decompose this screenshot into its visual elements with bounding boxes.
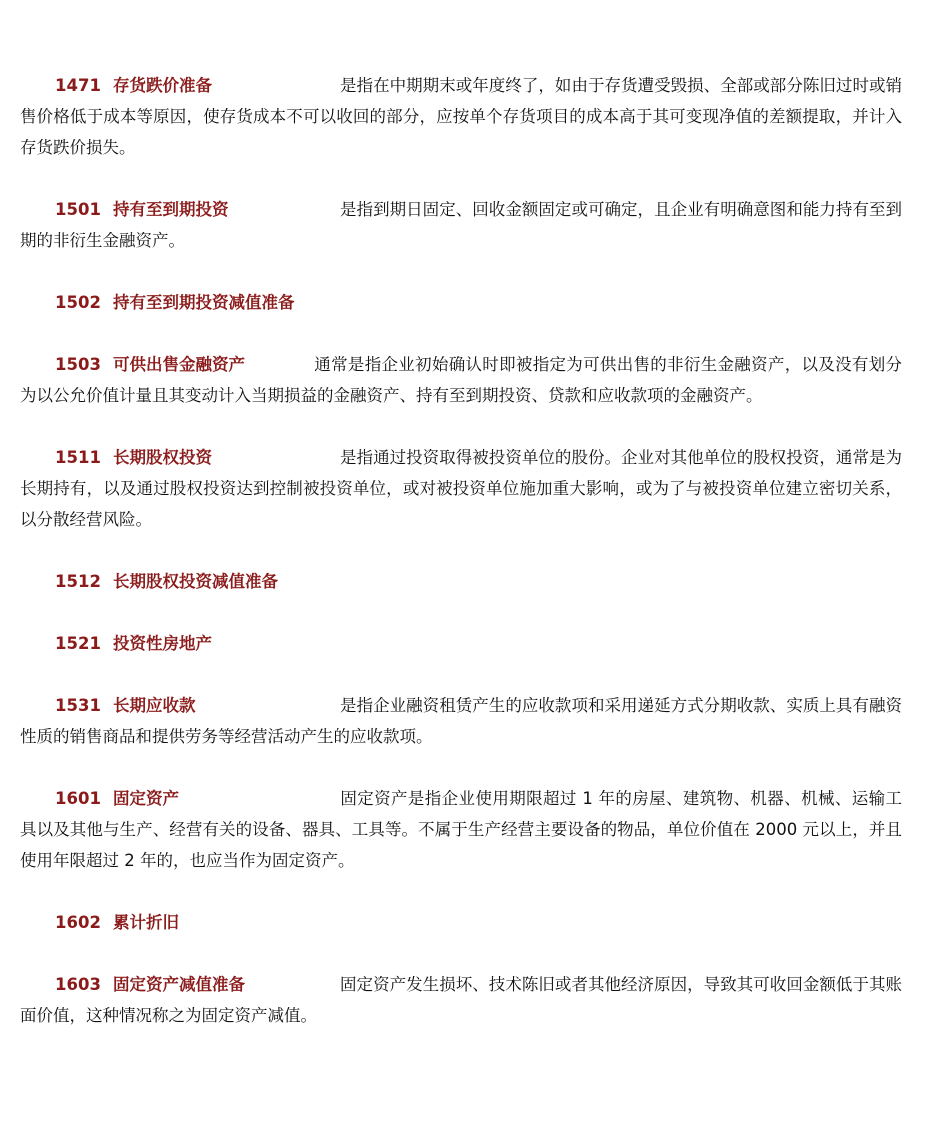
entry-description: 通常是指企业初始确认时即被指定为可供出售的非衍生金融资产，以及没有划分为以公允价值计量且其变动计入当期损益的金融资产、持有至到期投资、贷款和应收款项的金融资产。 — [20, 355, 902, 405]
entry-1503 — [20, 349, 902, 411]
entry-term — [55, 287, 340, 318]
entry-description: 是指通过投资取得被投资单位的股份。企业对其他单位的股权投资，通常是为长期持有，以及通过股权投资达到控制被投资单位，或对被投资单位施加重大影响，或为了与被投资单位建立密切关系，以分散经营风险。 — [20, 448, 902, 529]
entry-1603 — [20, 969, 902, 1031]
account-code: 1502 — [55, 293, 101, 312]
entry-term — [55, 907, 340, 938]
account-code: 1503 — [55, 355, 101, 374]
account-title: 持有至到期投资 — [112, 200, 229, 219]
entry-term — [55, 628, 340, 659]
entry-term — [55, 690, 340, 721]
entry-term — [55, 70, 340, 101]
account-title: 可供出售金融资产 — [112, 355, 245, 374]
account-code: 1471 — [55, 76, 101, 95]
document-body — [20, 70, 902, 1031]
account-title: 持有至到期投资减值准备 — [112, 293, 295, 312]
account-title: 长期股权投资减值准备 — [112, 572, 278, 591]
account-title: 存货跌价准备 — [112, 76, 212, 95]
entry-description: 是指到期日固定、回收金额固定或可确定，且企业有明确意图和能力持有至到期的非衍生金融资产。 — [20, 200, 902, 250]
entry-1511 — [20, 442, 902, 535]
entry-1602 — [20, 907, 902, 938]
entry-1601 — [20, 783, 902, 876]
entry-1502 — [20, 287, 902, 318]
entry-description: 是指在中期期末或年度终了，如由于存货遭受毁损、全部或部分陈旧过时或销售价格低于成本等原因，使存货成本不可以收回的部分，应按单个存货项目的成本高于其可变现净值的差额提取，并计入存货跌价损失。 — [20, 76, 902, 157]
account-code: 1531 — [55, 696, 101, 715]
entry-term — [55, 783, 340, 814]
entry-description: 固定资产是指企业使用期限超过 1 年的房屋、建筑物、机器、机械、运输工具以及其他与生产、经营有关的设备、器具、工具等。不属于生产经营主要设备的物品，单位价值在 2000 元以上，并且使用年限超过 2 年的，也应当作为固定资产。 — [20, 789, 902, 870]
entry-1531 — [20, 690, 902, 752]
account-title: 固定资产 — [112, 789, 179, 808]
entry-term — [55, 349, 314, 380]
account-code: 1511 — [55, 448, 101, 467]
account-code: 1603 — [55, 975, 101, 994]
account-code: 1501 — [55, 200, 101, 219]
entry-term — [55, 566, 340, 597]
entry-1512 — [20, 566, 902, 597]
entry-term — [55, 194, 340, 225]
entry-term — [55, 969, 340, 1000]
account-title: 长期股权投资 — [112, 448, 212, 467]
entry-1471 — [20, 70, 902, 163]
account-title: 累计折旧 — [112, 913, 179, 932]
account-code: 1601 — [55, 789, 101, 808]
account-title: 固定资产减值准备 — [112, 975, 245, 994]
entry-term — [55, 442, 340, 473]
entry-description: 固定资产发生损坏、技术陈旧或者其他经济原因，导致其可收回金额低于其账面价值，这种情况称之为固定资产减值。 — [20, 975, 902, 1025]
account-title: 投资性房地产 — [112, 634, 212, 653]
entry-description: 是指企业融资租赁产生的应收款项和采用递延方式分期收款、实质上具有融资性质的销售商品和提供劳务等经营活动产生的应收款项。 — [20, 696, 902, 746]
account-title: 长期应收款 — [112, 696, 196, 715]
account-code: 1521 — [55, 634, 101, 653]
entry-1521 — [20, 628, 902, 659]
account-code: 1512 — [55, 572, 101, 591]
account-code: 1602 — [55, 913, 101, 932]
entry-1501 — [20, 194, 902, 256]
